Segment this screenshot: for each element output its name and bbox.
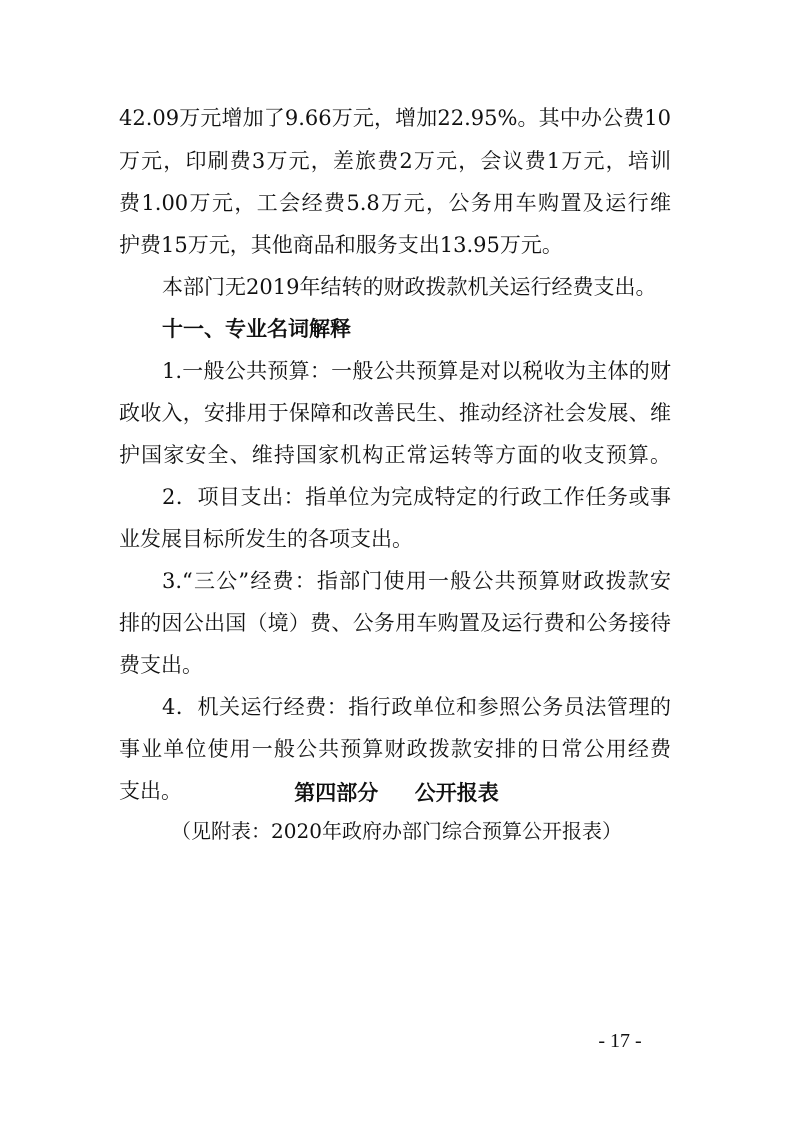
definition-line: 护国家安全、维持国家机构正常运转等方面的收支预算。: [119, 443, 671, 467]
body-text-line: 费1.00万元，工会经费5.8万元，公务用车购置及运行维: [119, 191, 671, 215]
appendix-note: （见附表：2020年政府办部门综合预算公开报表）: [171, 819, 622, 843]
body-text-line: 42.09万元增加了9.66万元，增加22.95%。其中办公费10: [119, 106, 671, 130]
definition-line: 支出。: [119, 779, 182, 803]
definition-line: 费支出。: [119, 653, 203, 677]
definition-line: 3.“三公”经费：指部门使用一般公共预算财政拨款安: [162, 569, 671, 593]
definition-line: 1.一般公共预算：一般公共预算是对以税收为主体的财: [162, 359, 671, 383]
definition-line: 4．机关运行经费：指行政单位和参照公务员法管理的: [162, 695, 671, 719]
definition-line: 业发展目标所发生的各项支出。: [119, 527, 413, 551]
definition-line: 排的因公出国（境）费、公务用车购置及运行费和公务接待: [119, 611, 671, 635]
body-text-line: 护费15万元，其他商品和服务支出13.95万元。: [119, 233, 563, 257]
definition-line: 2．项目支出：指单位为完成特定的行政工作任务或事: [162, 485, 671, 509]
definition-line: 事业单位使用一般公共预算财政拨款安排的日常公用经费: [119, 737, 671, 761]
body-text-line: 本部门无2019年结转的财政拨款机关运行经费支出。: [162, 275, 657, 299]
body-text-line: 万元，印刷费3万元，差旅费2万元，会议费1万元，培训: [119, 149, 671, 173]
page-number: - 17 -: [598, 1030, 642, 1052]
part-title: 第四部分 公开报表: [294, 781, 499, 805]
definition-line: 政收入，安排用于保障和改善民生、推动经济社会发展、维: [119, 401, 671, 425]
section-heading: 十一、专业名词解释: [162, 317, 351, 341]
